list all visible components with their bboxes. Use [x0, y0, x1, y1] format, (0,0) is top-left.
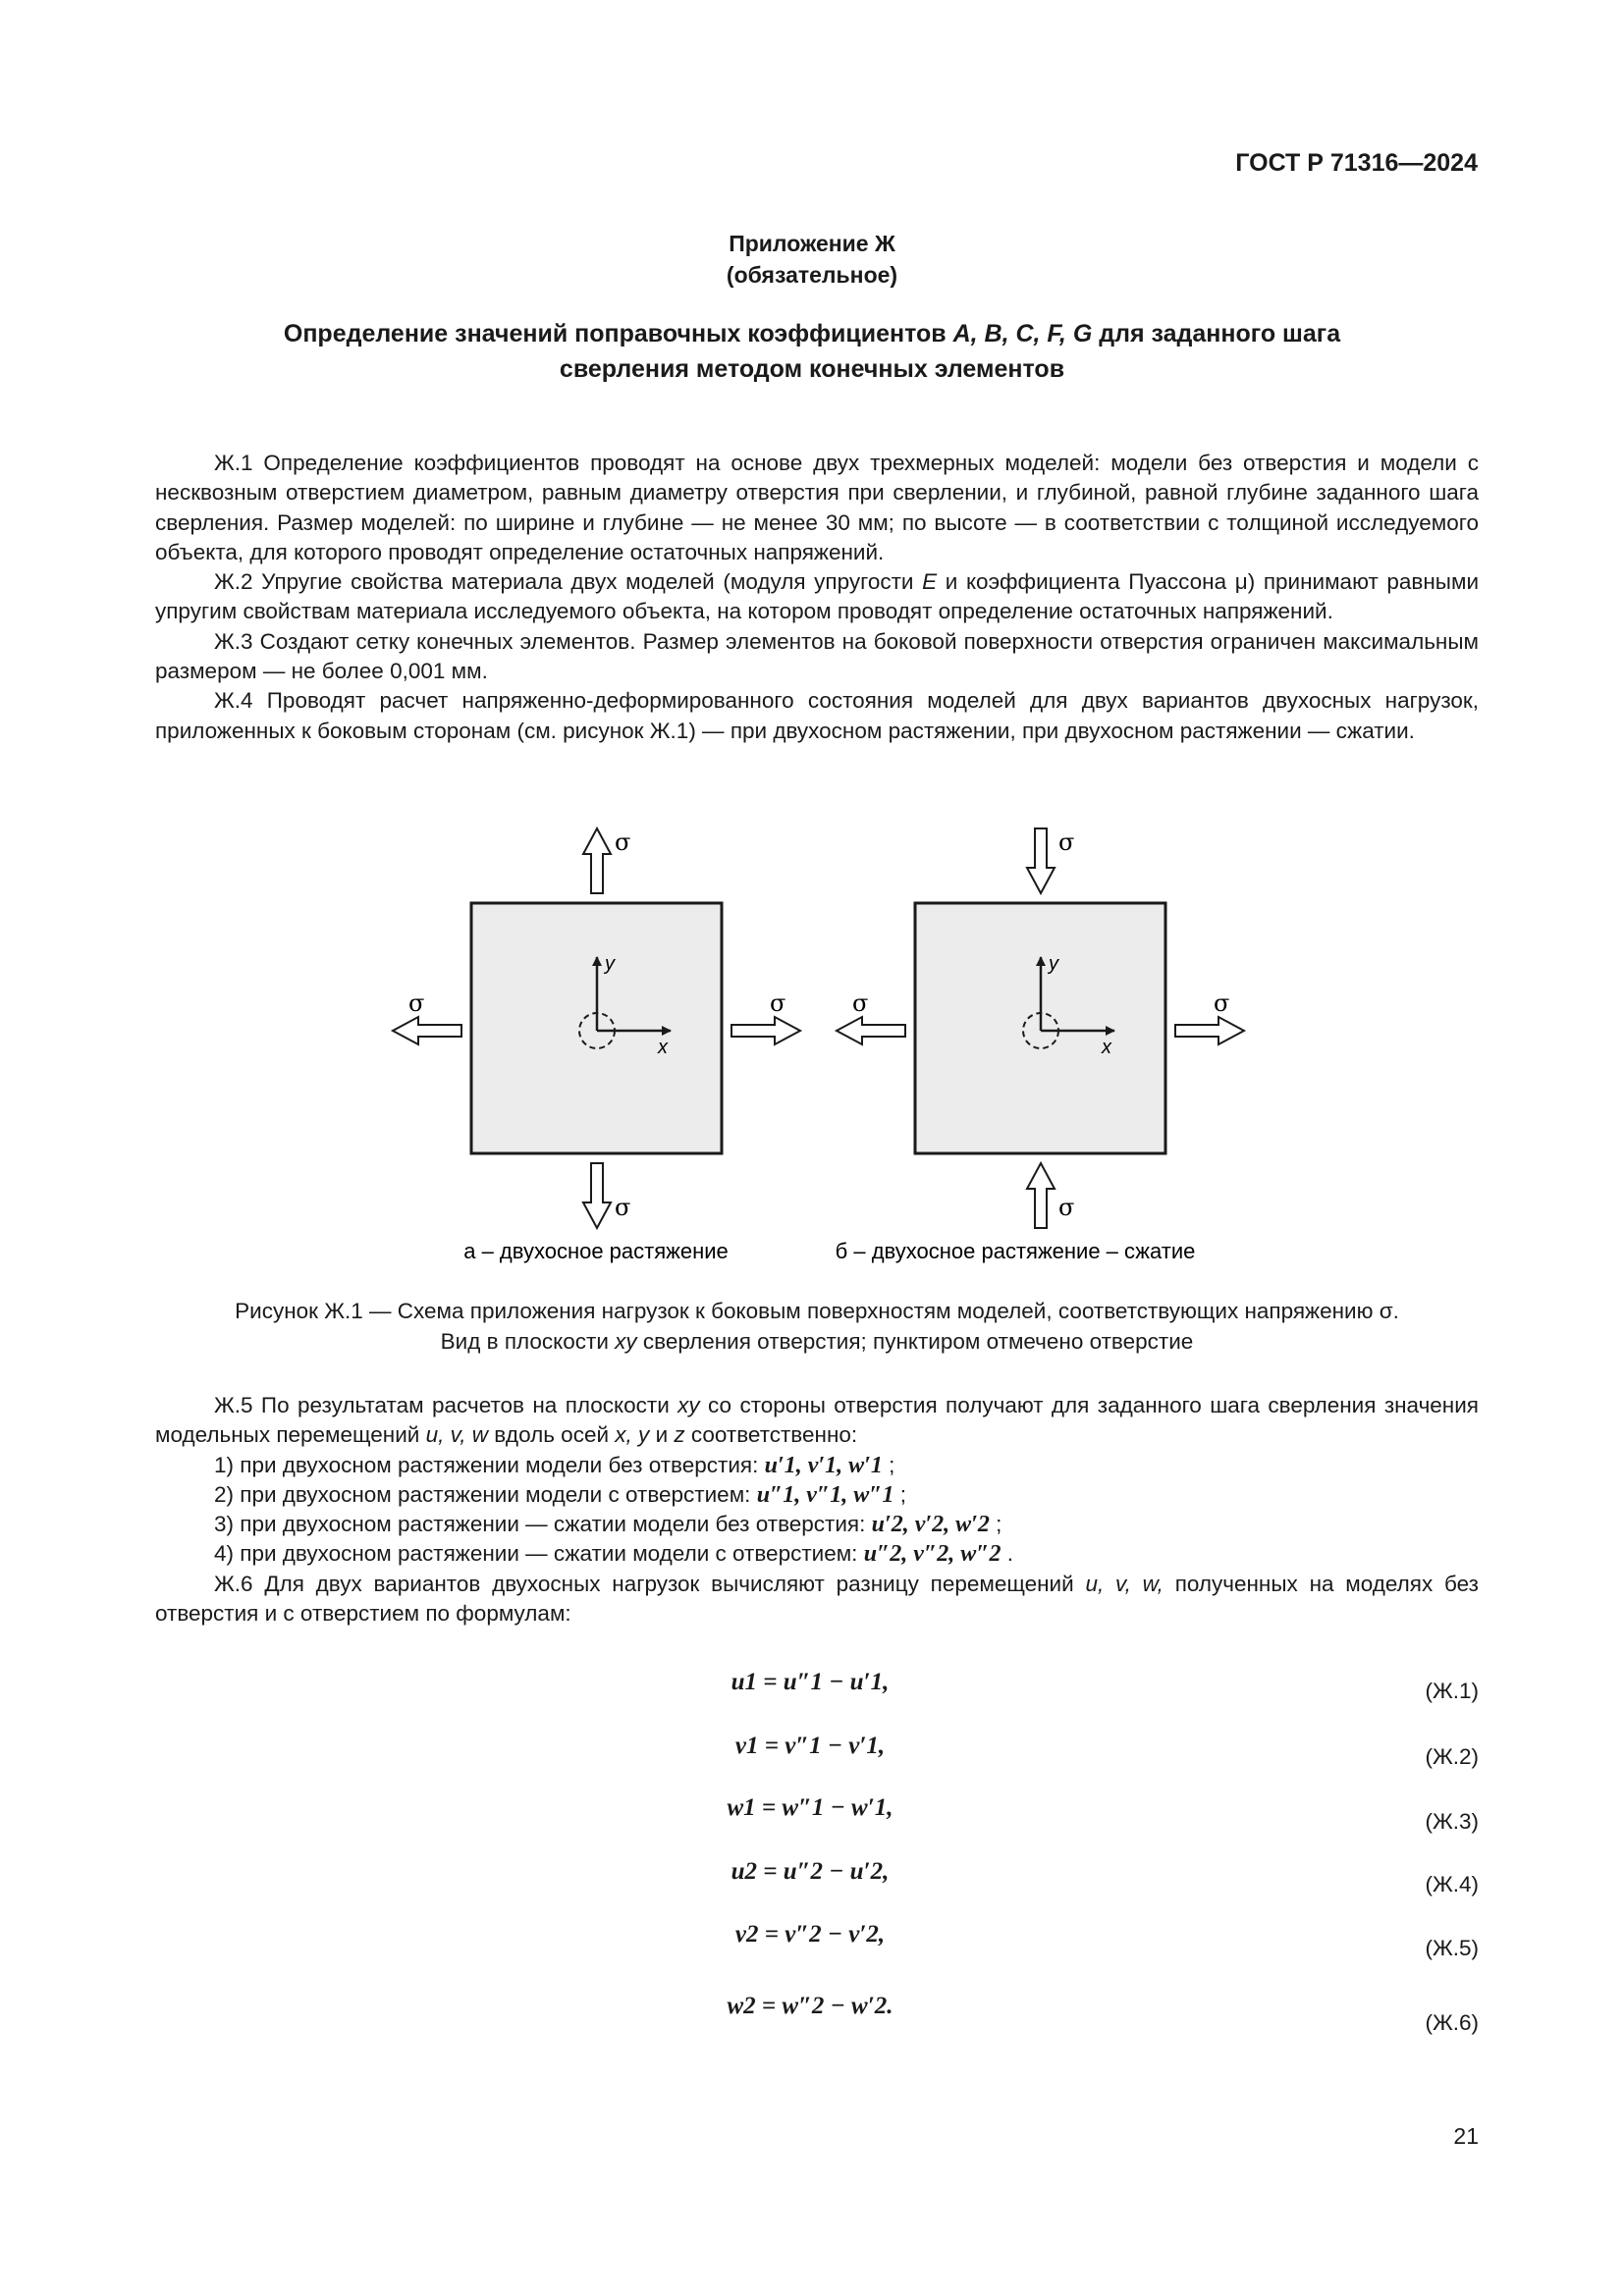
- section-title-coefs: A, B, C, F, G: [952, 320, 1093, 347]
- list1-values: u′1, v′1, w′1: [764, 1452, 883, 1478]
- figure-caption: [155, 1296, 1479, 1357]
- equation-number-1: (Ж.1): [1425, 1679, 1479, 1703]
- paragraph-6: [155, 1570, 1479, 1629]
- paragraph-3: Ж.3 Создают сетку конечных элементов. Размер элементов на боковой поверхности отверстия ограничен максимальным размером — не более 0,001 мм.: [155, 628, 1479, 684]
- body-text-upper: [155, 449, 1479, 746]
- section-title-pre: Определение значений поправочных коэффициентов: [283, 320, 953, 347]
- p5-uvw: u, v, w: [425, 1422, 488, 1448]
- appendix-status: (обязательное): [726, 262, 898, 288]
- x-label-b: x: [1102, 1037, 1111, 1058]
- load-arrow-right-a: [731, 1017, 800, 1044]
- list4-values: u″2, v″2, w″2: [863, 1541, 1001, 1568]
- list-item-4: 4) при двухосном растяжении — сжатии модели с отверстием: u″2, v″2, w″2 .: [214, 1541, 1013, 1568]
- equation-3: w1 = w″1 − w′1,: [727, 1794, 893, 1821]
- sigma-top-b: σ: [1058, 828, 1075, 856]
- section-title-post: для заданного шага: [1092, 320, 1341, 347]
- p5-z: z: [674, 1422, 685, 1448]
- paragraph-2-a: Ж.2 Упругие свойства материала двух моделей (модуля упругости: [214, 569, 923, 595]
- p5-d: и: [649, 1422, 675, 1448]
- panel-a-label: а – двухосное растяжение: [463, 1239, 729, 1263]
- y-label-b: y: [1049, 953, 1058, 975]
- panel-a: [393, 828, 800, 1263]
- equation-number-3: (Ж.3): [1425, 1809, 1479, 1834]
- caption-line1: Рисунок Ж.1 — Схема приложения нагрузок к боковым поверхностям моделей, соответствующих напряжению σ.: [235, 1299, 1399, 1323]
- list4-text: 4) при двухосном растяжении — сжатии модели с отверстием:: [214, 1541, 858, 1567]
- equation-number-6: (Ж.6): [1425, 2010, 1479, 2035]
- sigma-bottom-b: σ: [1058, 1194, 1075, 1221]
- list2-values: u″1, v″1, w″1: [756, 1481, 894, 1508]
- p6-uvw: u, v, w,: [1085, 1571, 1164, 1596]
- p5-xyz: x, y: [615, 1422, 650, 1448]
- p5-e: соответственно:: [684, 1422, 858, 1448]
- caption-line2-xy: xy: [615, 1329, 637, 1354]
- paragraph-1: Ж.1 Определение коэффициентов проводят на основе двух трехмерных моделей: модели без отверстия и модели с несквозным отверстием диаметром, равным диаметру отверстия при сверлении, и глубиной, равной глубине заданного шага сверления. Размер моделей: по ширине и глубине — не менее 30 мм; по высоте — в соответствии с толщиной исследуемого объекта, для которого проводят определение остаточных напряжений.: [155, 451, 1479, 564]
- list-item-3: 3) при двухосном растяжении — сжатии модели без отверстия: u′2, v′2, w′2 ;: [214, 1512, 1002, 1538]
- panel-b: [836, 828, 1244, 1263]
- x-label-a: x: [658, 1037, 668, 1058]
- section-title: [157, 316, 1467, 387]
- list3-values: u′2, v′2, w′2: [871, 1512, 990, 1538]
- list1-text: 1) при двухосном растяжении модели без отверстия:: [214, 1452, 759, 1477]
- list3-text: 3) при двухосном растяжении — сжатии модели без отверстия:: [214, 1512, 866, 1537]
- load-arrow-left-b: [837, 1017, 905, 1044]
- p5-xy: xy: [677, 1393, 700, 1417]
- paragraph-2-e: E: [922, 569, 938, 595]
- equation-2: v1 = v″1 − v′1,: [734, 1733, 886, 1759]
- section-title-line2: сверления методом конечных элементов: [559, 355, 1065, 383]
- p5-b: со стороны отверстия получают для заданного шага сверления значения модельных перемещений: [155, 1393, 1479, 1448]
- body-text-lower: [155, 1391, 1479, 1629]
- paragraph-2-b: и коэффициента Пуассона μ) принимают равными упругим свойствам материала исследуемого объекта, на котором проводят определение остаточных напряжений.: [155, 569, 1480, 624]
- equation-number-2: (Ж.2): [1425, 1744, 1479, 1769]
- p6-a: Ж.6 Для двух вариантов двухосных нагрузок вычисляют разницу перемещений: [214, 1571, 1086, 1596]
- load-arrow-right-b: [1175, 1017, 1244, 1044]
- sigma-bottom-a: σ: [615, 1194, 631, 1221]
- load-arrow-bottom-a: [583, 1163, 611, 1228]
- list2-text: 2) при двухосном растяжении модели с отверстием:: [214, 1481, 751, 1507]
- load-arrow-top-b: [1027, 828, 1055, 893]
- panel-b-label: б – двухосное растяжение – сжатие: [835, 1239, 1196, 1263]
- equation-6: w2 = w″2 − w′2.: [727, 1993, 893, 2019]
- sigma-left-b: σ: [852, 989, 869, 1017]
- paragraph-5: [155, 1391, 1479, 1451]
- sigma-top-a: σ: [615, 828, 631, 856]
- p5-a: Ж.5 По результатам расчетов на плоскости: [214, 1393, 678, 1417]
- caption-line2-a: Вид в плоскости: [440, 1329, 616, 1354]
- equation-4: u2 = u″2 − u′2,: [731, 1858, 890, 1885]
- y-label-a: y: [605, 953, 615, 975]
- figure-load-scheme: [373, 825, 1257, 1276]
- caption-line2-b: сверления отверстия; пунктиром отмечено отверстие: [636, 1329, 1194, 1354]
- load-arrow-top-a: [583, 828, 611, 893]
- equation-1: u1 = u″1 − u′1,: [731, 1669, 890, 1695]
- sigma-right-a: σ: [770, 989, 786, 1017]
- paragraph-2: [155, 567, 1479, 627]
- equation-number-4: (Ж.4): [1425, 1872, 1479, 1896]
- p5-c: вдоль осей: [487, 1422, 616, 1448]
- paragraph-4: Ж.4 Проводят расчет напряженно-деформированного состояния моделей для двух вариантов двухосных нагрузок, приложенных к боковым сторонам (см. рисунок Ж.1) — при двухосном растяжении, при двухосном растяжении — сжатии.: [155, 688, 1479, 743]
- document-code: ГОСТ Р 71316—2024: [1235, 149, 1478, 177]
- equation-number-5: (Ж.5): [1425, 1936, 1479, 1960]
- appendix-title: Приложение Ж: [729, 231, 895, 256]
- page-number: 21: [1453, 2123, 1479, 2149]
- equation-5: v2 = v″2 − v′2,: [734, 1921, 886, 1948]
- list-item-1: 1) при двухосном растяжении модели без отверстия: u′1, v′1, w′1 ;: [214, 1452, 895, 1478]
- sigma-right-b: σ: [1214, 989, 1230, 1017]
- p6-b: полученных на моделях без отверстия и с отверстием по формулам:: [155, 1571, 1479, 1627]
- load-arrow-left-a: [393, 1017, 461, 1044]
- sigma-left-a: σ: [408, 989, 425, 1017]
- list-item-2: 2) при двухосном растяжении модели с отверстием: u″1, v″1, w″1 ;: [214, 1481, 906, 1508]
- load-arrow-bottom-b: [1027, 1163, 1055, 1228]
